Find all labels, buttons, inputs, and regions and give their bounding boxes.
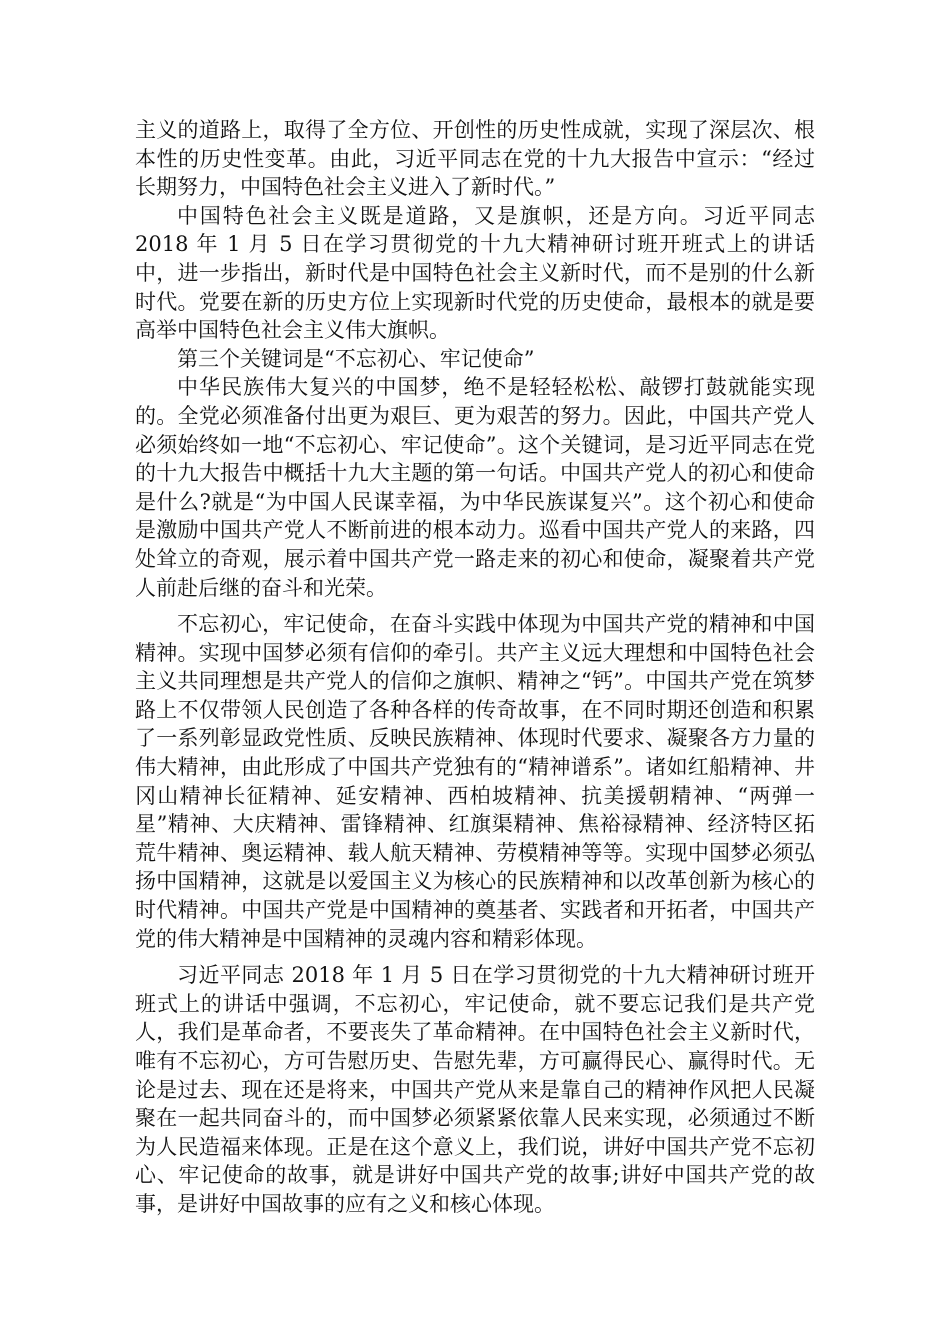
paragraph-original-aspiration: 中华民族伟大复兴的中国梦，绝不是轻轻松松、敲锣打鼓就能实现的。全党必须准备付出更为艰巨、更为艰苦的努力。因此，中国共产党人必须始终如一地“不忘初心、牢记使命”。这个关键词，是习近平同志在党的十九大报告中概括十九大主题的第一句话。中国共产党人的初心和使命是什么?就是“为中国人民谋幸福，为中华民族谋复兴”。这个初心和使命是激励中国共产党人不断前进的根本动力。巡看中国共产党人的来路，四处耸立的奇观，展示着中国共产党一路走来的初心和使命，凝聚着共产党人前赴后继的奋斗和光荣。 xyxy=(135,375,815,600)
paragraph-continuation: 主义的道路上，取得了全方位、开创性的历史性成就，实现了深层次、根本性的历史性变革。由此，习近平同志在党的十九大报告中宣示：“经过长期努力，中国特色社会主义进入了新时代。” xyxy=(135,118,815,200)
paragraph-party-spirit: 不忘初心，牢记使命，在奋斗实践中体现为中国共产党的精神和中国精神。实现中国梦必须有信仰的牵引。共产主义远大理想和中国特色社会主义共同理想是共产党人的信仰之旗帜、精神之“钙”。中国共产党在筑梦路上不仅带领人民创造了各种各样的传奇故事，在不同时期还创造和积累了一系列彰显政党性质、反映民族精神、体现时代要求、凝聚各方力量的伟大精神，由此形成了中国共产党独有的“精神谱系”。诸如红船精神、井冈山精神长征精神、延安精神、西柏坡精神、抗美援朝精神、“两弹一星”精神、大庆精神、雷锋精神、红旗渠精神、焦裕禄精神、经济特区拓荒牛精神、奥运精神、载人航天精神、劳模精神等等。实现中国梦必须弘扬中国精神，这就是以爱国主义为核心的民族精神和以改革创新为核心的时代精神。中国共产党是中国精神的奠基者、实践者和开拓者，中国共产党的伟大精神是中国精神的灵魂内容和精彩体现。 xyxy=(135,612,815,951)
document-body xyxy=(135,116,815,1219)
paragraph-new-era: 中国特色社会主义既是道路，又是旗帜，还是方向。习近平同志 2018 年 1 月 5 日在学习贯彻党的十九大精神研讨班开班式上的讲话中，进一步指出，新时代是中国特色社会主义新时代，而不是别的什么新时代。党要在新的历史方位上实现新时代党的历史使命，最根本的就是要高举中国特色社会主义伟大旗帜。 xyxy=(135,203,815,343)
paragraph-revolutionary-spirit: 习近平同志 2018 年 1 月 5 日在学习贯彻党的十九大精神研讨班开班式上的讲话中强调，不忘初心，牢记使命，就不要忘记我们是共产党人，我们是革命者，不要丧失了革命精神。在中国特色社会主义新时代，唯有不忘初心，方可告慰历史、告慰先辈，方可赢得民心、赢得时代。无论是过去、现在还是将来，中国共产党从来是靠自己的精神作风把人民凝聚在一起共同奋斗的，而中国梦必须紧紧依靠人民来实现，必须通过不断为人民造福来体现。正是在这个意义上，我们说，讲好中国共产党不忘初心、牢记使命的故事，就是讲好中国共产党的故事;讲好中国共产党的故事，是讲好中国故事的应有之义和核心体现。 xyxy=(135,963,815,1216)
section-heading-third-keyword: 第三个关键词是“不忘初心、牢记使命” xyxy=(177,346,535,371)
